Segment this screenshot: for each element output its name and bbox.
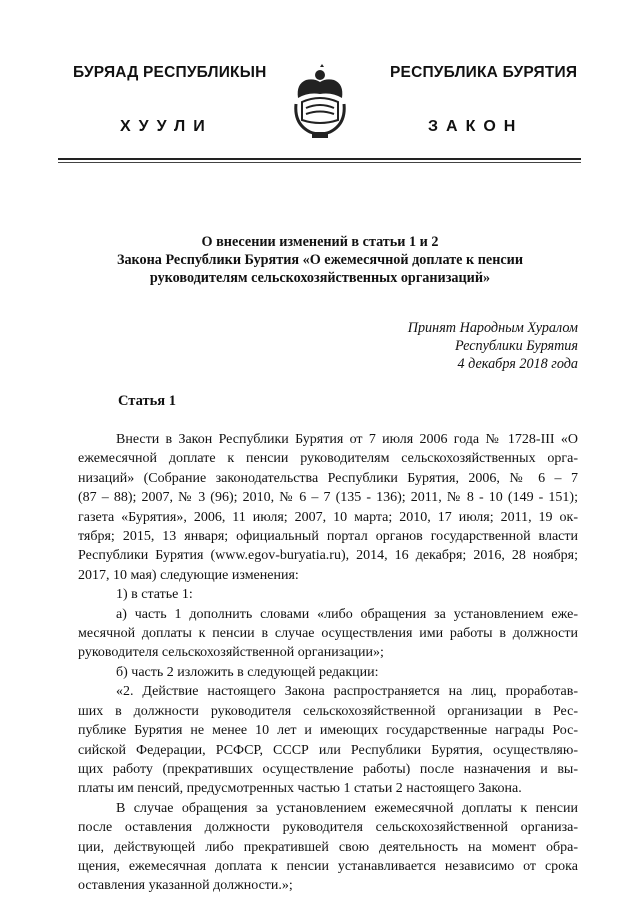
- body-line: В случае обращения за установлением ежемесячной доплаты к пенсии: [116, 800, 578, 816]
- header-rule-thin: [58, 162, 581, 163]
- header-left-doc-type: ХУУЛИ: [120, 118, 213, 135]
- header-rule: [58, 158, 581, 160]
- article-body: [78, 430, 578, 896]
- title-line: руководителям сельскохозяйственных организаций»: [149, 270, 491, 286]
- body-line: Внести в Закон Республики Бурятия от 7 июля 2006 года № 1728-III «О: [116, 432, 578, 447]
- body-line: оставления указанной должности.»;: [78, 878, 293, 894]
- body-paragraph: [78, 682, 578, 798]
- body-line: а) часть 1 дополнить словами «либо обращения за установлением еже-: [116, 606, 578, 622]
- body-paragraph: [78, 585, 578, 604]
- header-right-title: РЕСПУБЛИКА БУРЯТИЯ: [390, 64, 578, 81]
- body-paragraph: [78, 430, 578, 585]
- body-paragraph: [78, 605, 578, 663]
- body-line: щих работу (прекративших осуществление работы) после назначения и вы-: [78, 761, 578, 777]
- body-line: Республики Бурятия (www.egov-buryatia.ru), 2014, 16 декабря; 2016, 28 ноября;: [78, 548, 578, 564]
- adoption-note: [408, 319, 578, 373]
- body-line: (87 – 88); 2007, № 3 (96); 2010, № 6 – 7 (135 - 136); 2011, № 8 - 10 (149 - 151);: [78, 490, 578, 506]
- body-line: 1) в статье 1:: [116, 587, 193, 603]
- body-line: ших в должности руководителя сельскохозяйственной организации в Рес-: [78, 703, 578, 719]
- adoption-line: Республики Бурятия: [454, 338, 578, 354]
- body-line: ежемесячной доплате к пенсии руководителям сельскохозяйственных орга-: [78, 451, 578, 467]
- body-line: «2. Действие настоящего Закона распространяется на лиц, проработав-: [116, 684, 578, 700]
- body-line: платы им пенсий, предусмотренных частью 1 статьи 2 настоящего Закона.: [78, 781, 522, 797]
- body-line: низаций» (Собрание законодательства Республики Бурятия, 2006, № 6 – 7: [78, 470, 578, 486]
- body-paragraph: [78, 663, 578, 682]
- adoption-date: 4 декабря 2018 года: [457, 356, 578, 372]
- body-line: тября; 2015, 13 января; официальный портал органов государственной власти: [78, 529, 578, 545]
- header-left-title: БУРЯАД РЕСПУБЛИКЫН: [73, 64, 267, 81]
- body-line: ции, действующей либо прекратившей свою деятельность на момент обра-: [78, 839, 578, 855]
- article-heading: Статья 1: [118, 393, 176, 409]
- law-title: [60, 233, 580, 287]
- body-line: руководителя сельскохозяйственной организации»;: [78, 645, 384, 661]
- title-line: О внесении изменений в статьи 1 и 2: [201, 234, 439, 250]
- body-line: сийской Федерации, РСФСР, СССР или Республики Бурятия, осуществляю-: [78, 742, 578, 758]
- header-right-doc-type: ЗАКОН: [428, 118, 524, 135]
- adoption-line: Принят Народным Хуралом: [407, 320, 578, 336]
- body-line: месячной доплаты к пенсии в случае осуществления ими работы в должности: [78, 626, 578, 642]
- title-line: Закона Республики Бурятия «О ежемесячной доплате к пенсии: [116, 252, 524, 268]
- body-paragraph: [78, 799, 578, 896]
- body-line: после оставления должности руководителя сельскохозяйственной организа-: [78, 820, 578, 836]
- body-line: публике Бурятия не менее 10 лет и имеющих государственные награды Рос-: [78, 723, 578, 739]
- body-line: щения, ежемесячная доплата к пенсии устанавливается независимо от срока: [78, 858, 578, 874]
- buryatia-coat-of-arms-icon: [292, 64, 348, 144]
- body-line: газета «Бурятия», 2006, 11 июля; 2007, 10 марта; 2010, 17 июля; 2011, 19 ок-: [78, 509, 578, 525]
- body-line: б) часть 2 изложить в следующей редакции:: [116, 664, 379, 680]
- body-line: 2017, 10 мая) следующие изменения:: [78, 567, 299, 583]
